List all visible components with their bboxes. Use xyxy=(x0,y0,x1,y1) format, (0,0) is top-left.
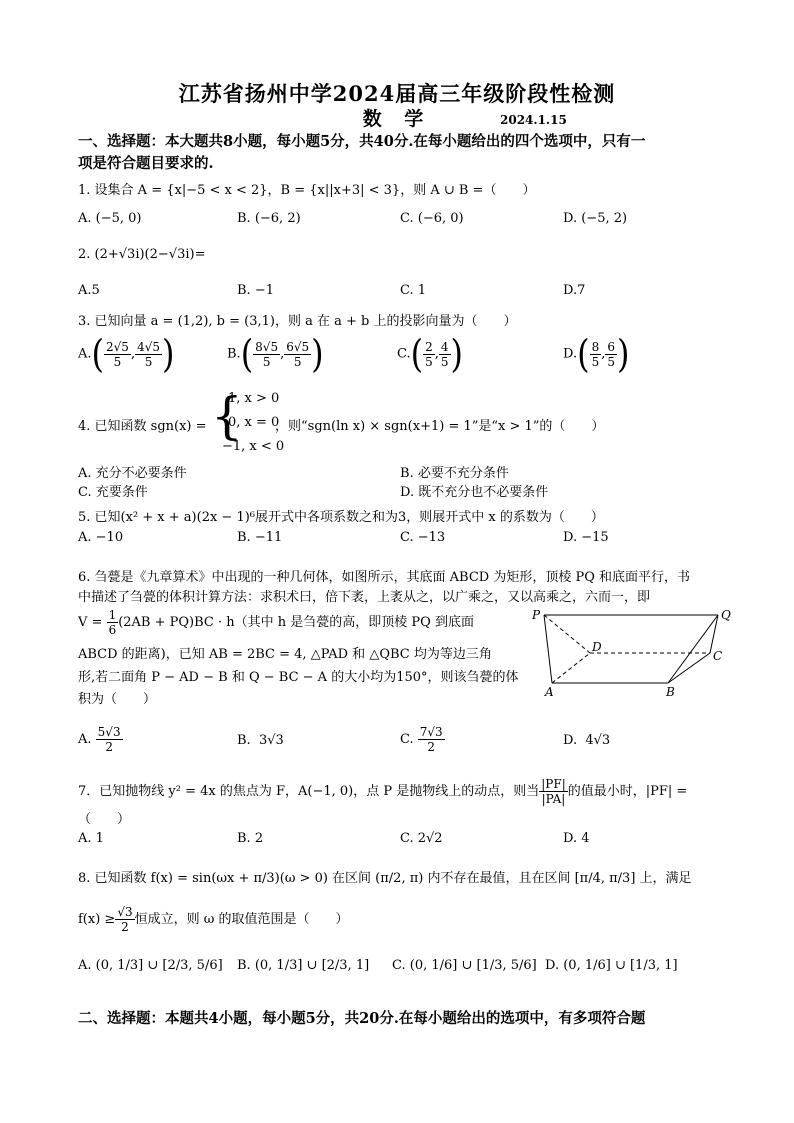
question-6-line-1: 6. 刍甍是《九章算术》中出现的一种几何体，如图所示，其底面 ABCD 为矩形，顶棱 PQ 和底面平行，书 xyxy=(78,570,691,585)
edge-pd xyxy=(544,615,590,653)
q8-option-b: B. (0, 1/3] ∪ [2/3, 1] xyxy=(237,958,370,973)
edge-pa xyxy=(544,615,552,683)
q7-option-b: B. 2 xyxy=(237,831,264,846)
q6-option-c: C. $\frac{7√3}{2}$ xyxy=(400,725,443,754)
q6-volume-lhs: V = xyxy=(78,615,103,630)
q4-piece-1: 1, x > 0 xyxy=(228,391,280,406)
q7-option-c: C. 2√2 xyxy=(400,831,443,846)
q5-option-c: C. −13 xyxy=(400,530,446,545)
exam-date: 2024.1.15 xyxy=(500,113,567,127)
question-8-stem-a: 8. 已知函数 f(x) = sin(ωx + π/3)(ω > 0) 在区间 (π/2, π) 内不存在最值，且在区间 [π/4, π/3] 上，满足 xyxy=(78,871,692,886)
q6-volume-rhs: (2AB + PQ)BC · h（其中 h 是刍甍的高，即顶棱 PQ 到底面 xyxy=(118,615,474,630)
q6-option-a: A. $\frac{5√3}{2}$ xyxy=(78,725,121,754)
label-p: P xyxy=(532,608,541,622)
question-7-paren: （ ） xyxy=(78,812,131,827)
section-1-line-1: 一、选择题：本大题共8小题，每小题5分，共40分.在每小题给出的四个选项中，只有一 xyxy=(78,133,646,150)
section-1-heading xyxy=(78,131,718,175)
q5-option-d: D. −15 xyxy=(563,530,609,545)
q7-option-d: D. 4 xyxy=(563,831,590,846)
q4-brace: { xyxy=(211,387,243,445)
q3-option-d: D.( $\frac{8}{5}$ , $\frac{6}{5}$ ) xyxy=(563,331,630,377)
question-6-line-2: 中描述了刍甍的体积计算方法：求积术曰，倍下袤，上袤从之，以广乘之，又以高乘之，六而一，即 xyxy=(78,590,651,605)
q3-option-b: B.( $\frac{8√5}{5}$ , $\frac{6√5}{5}$ ) xyxy=(227,331,324,377)
q3-option-a: A.( $\frac{2√5}{5}$ , $\frac{4√5}{5}$ ) xyxy=(78,331,175,377)
q4-piece-2: 0, x = 0 xyxy=(228,415,280,430)
q2-option-c: C. 1 xyxy=(400,283,427,298)
exam-subject: 数 学 xyxy=(362,108,432,130)
q1-option-c: C. (−6, 0) xyxy=(400,211,464,226)
q2-option-b: B. −1 xyxy=(237,283,274,298)
question-6-line-6: 积为（ ） xyxy=(78,692,157,707)
q5-option-b: B. −11 xyxy=(237,530,283,545)
q4-option-d: D. 既不充分也不必要条件 xyxy=(400,485,549,500)
q4-option-b: B. 必要不充分条件 xyxy=(400,466,509,481)
q8-option-c: C. (0, 1/6] ∪ [1/3, 5/6] xyxy=(392,958,537,973)
label-q: Q xyxy=(721,608,731,622)
question-7-stem: 7．已知抛物线 y² = 4x 的焦点为 F，A(−1, 0)，点 P 是抛物线上的动点，则当 $\frac{|PF|}{|PA|}$ 的值最小时，|PF| = xyxy=(78,777,688,806)
question-1-stem: 1. 设集合 A = {x|−5 < x < 2}，B = {x||x+3| < 3}，则 A ∪ B =（ ） xyxy=(78,183,536,198)
question-4-suffix: ，则“sgn(ln x) × sgn(x+1) = 1”是“x > 1”的（ ） xyxy=(275,419,605,434)
q8-option-a: A. (0, 1/3] ∪ [2/3, 5/6] xyxy=(78,958,223,973)
exam-title: 江苏省扬州中学2024届高三年级阶段性检测 xyxy=(178,81,616,106)
question-8-stem-b: f(x) ≥ $\frac{√3}{2}$ 恒成立，则 ω 的取值范围是（ ） xyxy=(78,905,349,934)
question-5-stem: 5. 已知(x² + x + a)(2x − 1)⁶展开式中各项系数之和为3，则展开式中 x 的系数为（ ） xyxy=(78,510,604,525)
q7-ratio: $\frac{|PF|}{|PA|}$ xyxy=(541,777,566,806)
q3-option-c: C.( $\frac{2}{5}$ , $\frac{4}{5}$ ) xyxy=(397,331,464,377)
q3-option-b-label: B. xyxy=(227,346,241,362)
q1-option-a: A. (−5, 0) xyxy=(78,211,142,226)
q4-piece-3: −1, x < 0 xyxy=(222,439,285,454)
q1-option-b: B. (−6, 2) xyxy=(237,211,301,226)
question-6-line-4: ABCD 的距离)，已知 AB = 2BC = 4, △PAD 和 △QBC 均为等边三角 xyxy=(78,647,492,662)
question-6-line-3 xyxy=(78,608,474,637)
q7-option-a: A. 1 xyxy=(78,831,104,846)
q8-option-d: D. (0, 1/6] ∪ [1/3, 1] xyxy=(545,958,678,973)
label-a: A xyxy=(545,685,554,699)
section-2-heading: 二、选择题：本题共4小题，每小题5分，共20分.在每小题给出的选项中，有多项符合题 xyxy=(78,1010,646,1027)
question-3-stem: 3. 已知向量 a = (1,2), b = (3,1)，则 a 在 a + b 上的投影向量为（ ） xyxy=(78,314,517,329)
q6-option-b: B. 3√3 xyxy=(237,733,284,748)
edge-ad xyxy=(552,653,590,683)
edge-bc xyxy=(668,653,710,683)
label-d: D xyxy=(592,640,602,654)
chumeng-figure xyxy=(530,605,740,700)
q6-one-sixth: $\frac{1}{6}$ xyxy=(108,608,117,637)
question-6-line-5: 形,若二面角 P − AD − B 和 Q − BC − A 的大小均为150°，则该刍甍的体 xyxy=(78,670,519,685)
q6-option-d: D. 4√3 xyxy=(563,733,611,748)
q3-option-c-label: C. xyxy=(397,346,411,362)
q2-option-a: A.5 xyxy=(78,283,100,298)
q2-option-d: D.7 xyxy=(563,283,586,298)
q4-option-a: A. 充分不必要条件 xyxy=(78,466,187,481)
q4-option-c: C. 充要条件 xyxy=(78,485,148,500)
question-2-stem: 2. (2+√3i)(2−√3i)= xyxy=(78,247,206,262)
q3-option-d-label: D. xyxy=(563,346,578,362)
q1-option-d: D. (−5, 2) xyxy=(563,211,628,226)
q5-option-a: A. −10 xyxy=(78,530,124,545)
q3-option-a-label: A. xyxy=(78,346,92,362)
label-c: C xyxy=(713,649,723,663)
label-b: B xyxy=(666,685,675,699)
question-4-prefix: 4. 已知函数 sgn(x) = xyxy=(78,419,207,434)
section-1-line-2: 项是符合题目要求的. xyxy=(78,155,214,172)
